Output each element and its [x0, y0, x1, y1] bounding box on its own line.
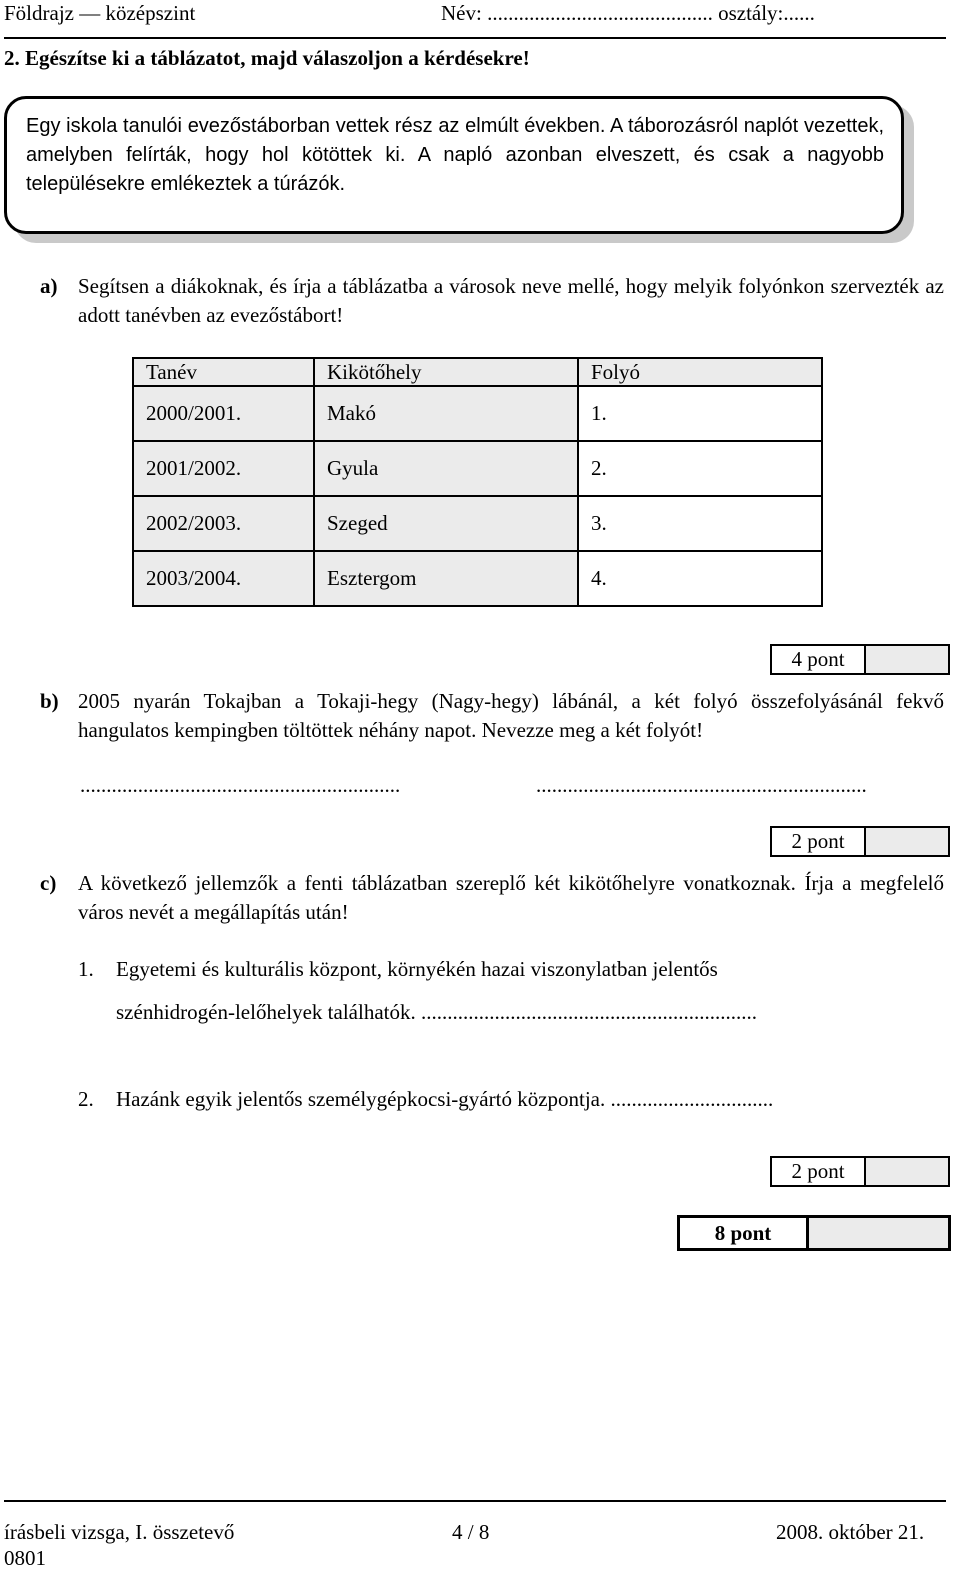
table-header-cell: Kikötőhely	[314, 358, 578, 386]
part-c-item-1-number: 1.	[78, 957, 94, 981]
table-row	[133, 496, 822, 551]
table-cell-year: 2001/2002.	[133, 441, 314, 496]
part-c-item-1-line-1: Egyetemi és kulturális központ, környékén hazai viszonylatban jelentős	[116, 957, 718, 981]
part-c-label: c)	[40, 871, 57, 895]
footer-page-number: 4 / 8	[452, 1520, 490, 1544]
table-row	[133, 551, 822, 606]
header-subject: Földrajz — középszint	[4, 1, 196, 25]
table-header-cell: Tanév	[133, 358, 314, 386]
total-score-label: 8 pont	[680, 1218, 809, 1248]
part-b-label: b)	[40, 689, 59, 713]
table-cell-river-answer[interactable]: 4.	[578, 551, 822, 606]
table-cell-river-answer[interactable]: 2.	[578, 441, 822, 496]
part-b-score-label: 2 pont	[772, 828, 866, 855]
table-cell-river-answer[interactable]: 3.	[578, 496, 822, 551]
table-cell-year: 2002/2003.	[133, 496, 314, 551]
part-c-score-box	[770, 1156, 950, 1187]
part-a-score-field[interactable]	[866, 646, 948, 673]
total-score-field[interactable]	[809, 1218, 948, 1248]
part-a-label: a)	[40, 274, 58, 298]
footer-exam-label: írásbeli vizsga, I. összetevő	[4, 1520, 235, 1544]
total-score-box	[677, 1215, 951, 1251]
part-c-text: A következő jellemzők a fenti táblázatban szereplő két kikötőhelyre vonatkoznak. Írja a megfelelő város nevét a megállapítás után!	[78, 871, 944, 924]
part-a-score-box	[770, 644, 950, 675]
footer-divider	[4, 1500, 946, 1502]
part-c-score-label: 2 pont	[772, 1158, 866, 1185]
part-c-item-1-answer[interactable]: szénhidrogén-lelőhelyek találhatók. ................................................................	[116, 1000, 757, 1024]
question-title: 2. Egészítse ki a táblázatot, majd válaszoljon a kérdésekre!	[4, 46, 530, 70]
table-cell-year: 2003/2004.	[133, 551, 314, 606]
table-header-row	[133, 358, 822, 386]
table-cell-river-answer[interactable]: 1.	[578, 386, 822, 441]
part-b-answer-2[interactable]: ...............................................................	[536, 773, 867, 797]
footer-date: 2008. október 21.	[776, 1520, 925, 1544]
table-cell-port: Esztergom	[314, 551, 578, 606]
table-cell-year: 2000/2001.	[133, 386, 314, 441]
part-c-score-field[interactable]	[866, 1158, 948, 1185]
table-cell-port: Szeged	[314, 496, 578, 551]
table-cell-port: Makó	[314, 386, 578, 441]
table-row	[133, 441, 822, 496]
part-b-score-field[interactable]	[866, 828, 948, 855]
part-b-score-box	[770, 826, 950, 857]
intro-text: Egy iskola tanulói evezőstáborban vettek rész az elmúlt években. A táborozásról naplót vezettek, amelyben felírták, hogy hol kötöttek ki. A napló azonban elveszett, és csak a nagyobb településekre emlékeztek a túrázók.	[26, 115, 884, 195]
header-divider	[4, 37, 946, 39]
part-c-item-2-number: 2.	[78, 1087, 94, 1111]
rivers-table	[132, 357, 823, 607]
table-cell-port: Gyula	[314, 441, 578, 496]
part-a-text: Segítsen a diákoknak, és írja a táblázatba a városok neve mellé, hogy melyik folyónkon szervezték az adott tanévben az evezőstábort!	[78, 274, 944, 327]
part-c-item-2-answer[interactable]: Hazánk egyik jelentős személygépkocsi-gyártó központja. ...............................	[116, 1087, 774, 1111]
footer-code: 0801	[4, 1546, 46, 1570]
table-row	[133, 386, 822, 441]
part-b-text: 2005 nyarán Tokajban a Tokaji-hegy (Nagy-hegy) lábánál, a két folyó összefolyásánál fekvő hangulatos kempingben töltöttek néhány napot. Nevezze meg a két folyót!	[78, 689, 944, 742]
table-header-cell: Folyó	[578, 358, 822, 386]
part-b-answer-1[interactable]: .............................................................	[80, 773, 401, 797]
part-a-score-label: 4 pont	[772, 646, 866, 673]
header-name-field: Név: ........................................... osztály:......	[441, 1, 815, 25]
